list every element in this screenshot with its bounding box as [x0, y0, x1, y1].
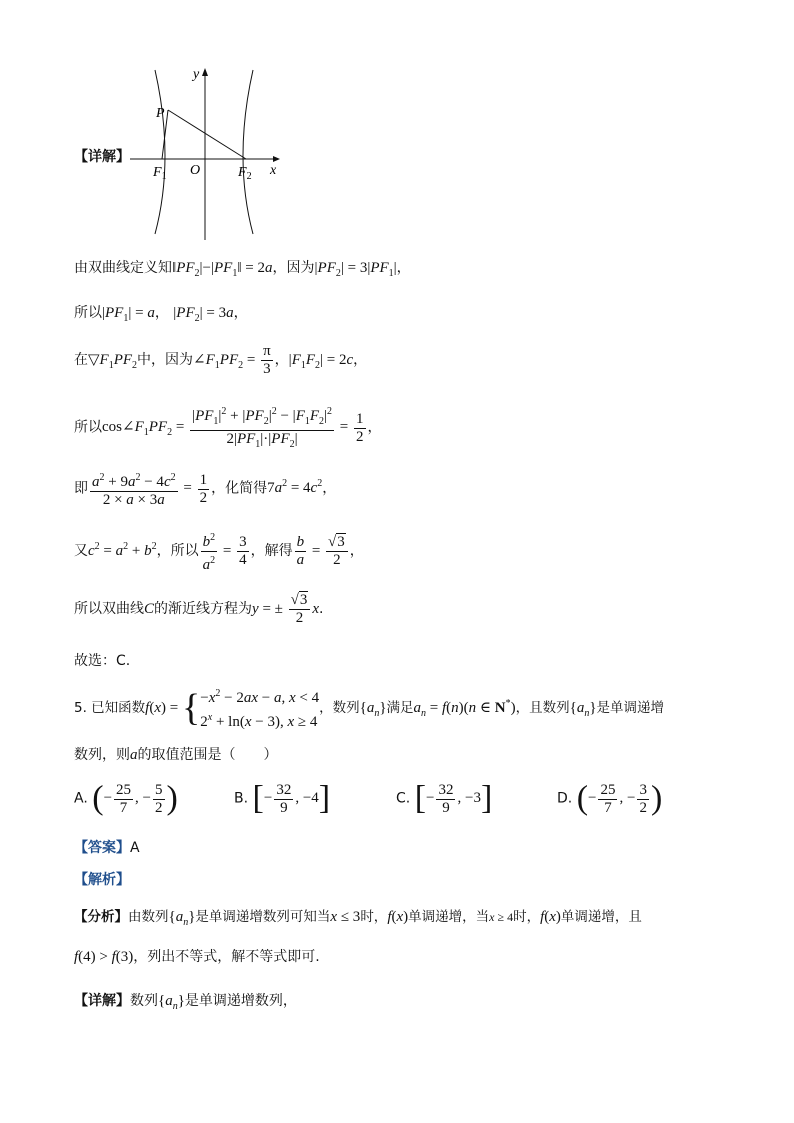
- line-4: 所以$\cos\angle F_1PF_2$ = $\frac{|PF_1|^2 + |PF_2|^2 - |F_1F_2|^2}{2|PF_1|\cdot|PF_2|}$ = $\frac{1}{2}$ ，: [74, 403, 382, 453]
- line-8: 故选：C.: [74, 653, 131, 669]
- hyperbola-left-branch: [155, 70, 165, 234]
- x-axis-arrow: [273, 156, 280, 162]
- hyperbola-right-branch: [243, 70, 253, 234]
- hyperbola-figure: [125, 62, 285, 242]
- option-c[interactable]: C. [− $\frac{32}{9}$ , −3]: [396, 780, 493, 817]
- label-P: P: [156, 106, 165, 121]
- label-F1: $F_1$: [153, 165, 167, 182]
- line-1: 由双曲线定义知$‖PF_2|-|PF_1‖ = 2a$，因为$|PF_2| = 3|PF_1|$，: [74, 260, 411, 279]
- line-6: 又$c^2 = a^2 + b^2$，所以 $\frac{b^2}{a^2}$ = $\frac{3}{4}$ ，解得 $\frac{b}{a}$ = $\frac{√3}{2}$ ，: [74, 529, 364, 574]
- answer-line: [74, 837, 140, 857]
- option-d[interactable]: D. (− $\frac{25}{7}$ , − $\frac{3}{2}$ ): [557, 780, 663, 817]
- analysis-label: 【解析】: [74, 872, 130, 888]
- answer-value: A: [130, 840, 140, 856]
- line-2: 所以$|PF_1| = a$， $|PF_2| = 3a$，: [74, 305, 248, 324]
- option-b[interactable]: B. [− $\frac{32}{9}$ , −4]: [234, 780, 331, 817]
- detail-label-1: 【详解】: [74, 149, 130, 165]
- segment-PF2: [168, 110, 246, 159]
- option-a[interactable]: A. (− $\frac{25}{7}$ , − $\frac{5}{2}$ ): [74, 780, 178, 817]
- question-5-line-2: 数列，则a的取值范围是（ ）: [74, 747, 278, 763]
- label-y: y: [193, 67, 200, 82]
- question-5-line-1: 5. 已知函数f(x) = { $-x^2 - 2ax - a$, x < 4 $2^x + \ln(x - 3)$, x ≥ 4 ，数列$\{a_n\}$满足$a_n = f(n)(n$ ∈ N*)，且数列$\{a_n\}$是单调递增: [74, 687, 665, 730]
- line-5: 即 $\frac{a^2 + 9a^2 - 4c^2}{2 \times a \times 3a}$ = $\frac{1}{2}$ ，化简得$7a^2 = 4c^2$，: [74, 469, 336, 509]
- label-x: x: [270, 163, 277, 178]
- fenxi-line-1: 【分析】由数列$\{a_n\}$是单调递增数列可知当x ≤ 3时，f(x)单调递增，当x ≥ 4时，f(x)单调递增，且: [74, 909, 642, 928]
- answer-label: 【答案】: [74, 840, 130, 856]
- line-3: 在$▽F_1PF_2$中，因为$\angle F_1PF_2$ = $\frac{\pi}{3}$ ，$|F_1F_2| = 2c$，: [74, 343, 368, 377]
- label-F2: $F_2$: [238, 165, 252, 182]
- fenxi-line-2: f(4) > f(3)，列出不等式，解不等式即可.: [74, 949, 320, 965]
- label-O: O: [190, 163, 201, 178]
- y-axis-arrow: [202, 68, 208, 76]
- detail-2-line: 【详解】数列$\{a_n\}$是单调递增数列，: [74, 993, 297, 1012]
- line-7: 所以双曲线C的渐近线方程为y = ± $\frac{√3}{2}$ x.: [74, 592, 324, 626]
